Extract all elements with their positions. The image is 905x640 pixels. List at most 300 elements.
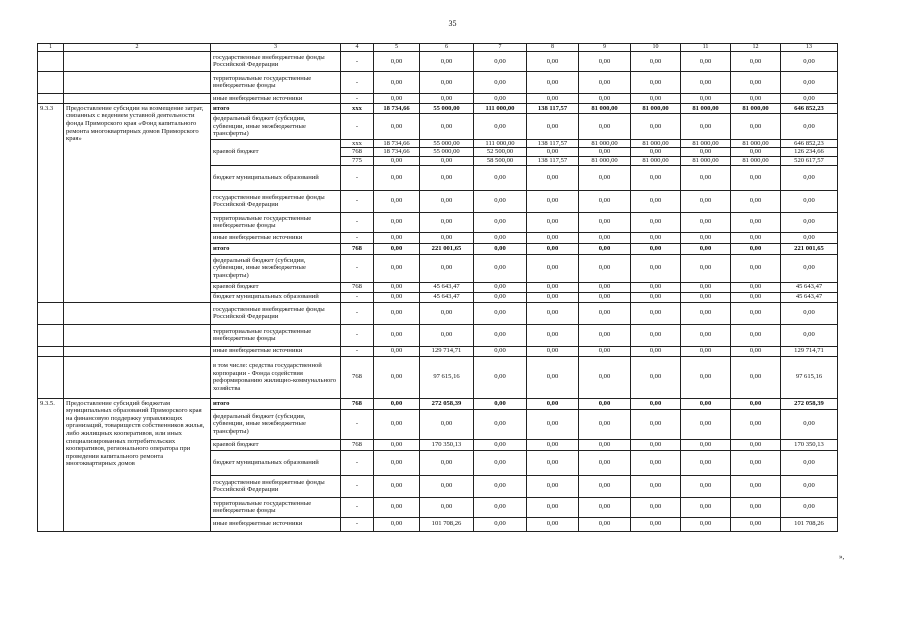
amount-cell: 0,00 [374, 190, 420, 212]
funding-source-cell: территориальные государственные внебюджетные фонды [211, 324, 341, 346]
amount-cell: 646 852,23 [781, 103, 838, 113]
amount-cell: 0,00 [527, 93, 579, 103]
amount-cell: 81 000,00 [681, 157, 731, 166]
amount-cell: 0,00 [681, 148, 731, 157]
amount-cell: 55 000,00 [420, 103, 474, 113]
amount-cell: 0,00 [374, 254, 420, 282]
amount-cell: 81 000,00 [579, 157, 631, 166]
header-cell: 11 [681, 44, 731, 52]
amount-cell: 0,00 [631, 324, 681, 346]
funding-source-cell: итого [211, 398, 341, 409]
amount-cell: 0,00 [631, 93, 681, 103]
amount-cell: 0,00 [474, 93, 527, 103]
amount-cell: 81 000,00 [731, 103, 781, 113]
amount-cell: 138 117,57 [527, 103, 579, 113]
amount-cell: 0,00 [579, 165, 631, 190]
amount-cell: 170 350,13 [420, 439, 474, 450]
amount-cell: 0,00 [374, 439, 420, 450]
amount-cell: 138 117,57 [527, 139, 579, 148]
code-cell: - [341, 71, 374, 93]
amount-cell: 0,00 [420, 232, 474, 243]
amount-cell: 0,00 [474, 212, 527, 232]
amount-cell: 0,00 [420, 212, 474, 232]
code-cell: - [341, 51, 374, 71]
amount-cell: 0,00 [527, 232, 579, 243]
item-number-cell [38, 324, 64, 346]
amount-cell: 0,00 [631, 356, 681, 398]
amount-cell: 0,00 [527, 243, 579, 254]
amount-cell: 0,00 [527, 324, 579, 346]
amount-cell: 0,00 [474, 165, 527, 190]
amount-cell: 0,00 [579, 71, 631, 93]
amount-cell: 0,00 [781, 190, 838, 212]
amount-cell: 0,00 [681, 165, 731, 190]
amount-cell: 111 000,00 [474, 103, 527, 113]
amount-cell: 101 708,26 [420, 517, 474, 531]
amount-cell: 0,00 [527, 450, 579, 475]
amount-cell: 0,00 [631, 346, 681, 356]
amount-cell: 0,00 [579, 517, 631, 531]
amount-cell: 0,00 [579, 113, 631, 139]
funding-source-cell: краевой бюджет [211, 139, 341, 165]
code-cell: - [341, 190, 374, 212]
header-cell: 12 [731, 44, 781, 52]
amount-cell: 0,00 [579, 497, 631, 517]
item-description-cell [64, 346, 211, 356]
amount-cell: 0,00 [681, 356, 731, 398]
amount-cell: 0,00 [631, 302, 681, 324]
header-cell: 4 [341, 44, 374, 52]
header-cell: 3 [211, 44, 341, 52]
amount-cell: 0,00 [631, 113, 681, 139]
amount-cell: 45 643,47 [781, 282, 838, 292]
amount-cell: 0,00 [474, 243, 527, 254]
amount-cell: 111 000,00 [474, 139, 527, 148]
amount-cell: 0,00 [527, 356, 579, 398]
code-cell: 768 [341, 398, 374, 409]
amount-cell: 0,00 [631, 517, 681, 531]
amount-cell: 0,00 [374, 232, 420, 243]
amount-cell: 0,00 [527, 190, 579, 212]
amount-cell: 0,00 [527, 346, 579, 356]
item-number-cell [38, 93, 64, 103]
amount-cell: 0,00 [731, 243, 781, 254]
amount-cell: 0,00 [781, 324, 838, 346]
amount-cell: 0,00 [579, 439, 631, 450]
code-cell: - [341, 292, 374, 302]
amount-cell: 0,00 [474, 302, 527, 324]
item-number-cell [38, 346, 64, 356]
amount-cell: 0,00 [631, 190, 681, 212]
code-cell: 768 [341, 282, 374, 292]
amount-cell: 0,00 [781, 302, 838, 324]
funding-source-cell: иные внебюджетные источники [211, 93, 341, 103]
amount-cell: 520 617,57 [781, 157, 838, 166]
table-row [38, 302, 838, 324]
amount-cell: 0,00 [579, 292, 631, 302]
amount-cell: 0,00 [731, 398, 781, 409]
header-cell: 13 [781, 44, 838, 52]
table-row [38, 398, 838, 409]
amount-cell: 0,00 [579, 232, 631, 243]
amount-cell: 0,00 [731, 356, 781, 398]
item-number-cell [38, 356, 64, 398]
amount-cell: 0,00 [374, 282, 420, 292]
amount-cell: 0,00 [681, 190, 731, 212]
amount-cell: 0,00 [579, 324, 631, 346]
code-cell: 768 [341, 439, 374, 450]
amount-cell: 55 000,00 [420, 139, 474, 148]
amount-cell: 0,00 [781, 113, 838, 139]
amount-cell: 0,00 [731, 113, 781, 139]
amount-cell: 0,00 [527, 517, 579, 531]
funding-source-cell: краевой бюджет [211, 439, 341, 450]
header-cell: 10 [631, 44, 681, 52]
code-cell: ххх [341, 139, 374, 148]
funding-source-cell: территориальные государственные внебюджетные фонды [211, 71, 341, 93]
amount-cell: 0,00 [631, 243, 681, 254]
table-body [38, 44, 838, 532]
funding-source-cell: итого [211, 103, 341, 113]
amount-cell: 0,00 [781, 450, 838, 475]
amount-cell: 0,00 [681, 409, 731, 439]
code-cell: - [341, 302, 374, 324]
amount-cell: 0,00 [474, 113, 527, 139]
amount-cell: 0,00 [781, 409, 838, 439]
amount-cell: 81 000,00 [681, 103, 731, 113]
code-cell: ххх [341, 103, 374, 113]
amount-cell: 0,00 [681, 439, 731, 450]
amount-cell: 0,00 [420, 302, 474, 324]
code-cell: - [341, 409, 374, 439]
item-number-cell: 9.3.3 [38, 103, 64, 302]
amount-cell: 0,00 [631, 398, 681, 409]
amount-cell: 0,00 [474, 356, 527, 398]
code-cell: - [341, 113, 374, 139]
amount-cell: 0,00 [681, 232, 731, 243]
amount-cell: 97 615,16 [420, 356, 474, 398]
amount-cell: 0,00 [420, 450, 474, 475]
amount-cell: 0,00 [420, 409, 474, 439]
amount-cell: 0,00 [420, 254, 474, 282]
amount-cell: 0,00 [527, 254, 579, 282]
amount-cell: 81 000,00 [631, 157, 681, 166]
amount-cell: 0,00 [474, 439, 527, 450]
amount-cell: 0,00 [631, 475, 681, 497]
funding-source-cell: территориальные государственные внебюджетные фонды [211, 497, 341, 517]
amount-cell: 0,00 [579, 93, 631, 103]
amount-cell: 0,00 [731, 439, 781, 450]
amount-cell: 81 000,00 [731, 139, 781, 148]
amount-cell: 0,00 [527, 398, 579, 409]
funding-source-cell: федеральный бюджет (субсидии, субвенции, иные межбюджетные трансферты) [211, 409, 341, 439]
amount-cell: 0,00 [527, 282, 579, 292]
amount-cell: 221 001,65 [781, 243, 838, 254]
amount-cell: 0,00 [579, 190, 631, 212]
amount-cell: 0,00 [374, 450, 420, 475]
amount-cell: 0,00 [681, 302, 731, 324]
amount-cell: 0,00 [731, 165, 781, 190]
amount-cell: 0,00 [420, 113, 474, 139]
amount-cell: 0,00 [579, 148, 631, 157]
amount-cell: 18 734,66 [374, 139, 420, 148]
amount-cell: 0,00 [781, 212, 838, 232]
amount-cell: 0,00 [631, 232, 681, 243]
amount-cell: 0,00 [631, 450, 681, 475]
amount-cell: 0,00 [681, 324, 731, 346]
amount-cell: 0,00 [474, 398, 527, 409]
header-cell: 7 [474, 44, 527, 52]
amount-cell: 0,00 [631, 292, 681, 302]
amount-cell: 0,00 [374, 165, 420, 190]
amount-cell: 0,00 [579, 398, 631, 409]
funding-source-cell: бюджет муниципальных образований [211, 165, 341, 190]
amount-cell: 0,00 [731, 148, 781, 157]
table-row [38, 51, 838, 71]
amount-cell: 0,00 [374, 71, 420, 93]
amount-cell: 0,00 [374, 517, 420, 531]
amount-cell: 0,00 [681, 282, 731, 292]
amount-cell: 0,00 [781, 254, 838, 282]
amount-cell: 0,00 [527, 497, 579, 517]
amount-cell: 0,00 [474, 324, 527, 346]
amount-cell: 0,00 [631, 497, 681, 517]
amount-cell: 126 234,66 [781, 148, 838, 157]
funding-source-cell: бюджет муниципальных образований [211, 450, 341, 475]
amount-cell: 129 714,71 [781, 346, 838, 356]
amount-cell: 0,00 [731, 409, 781, 439]
table-row [38, 356, 838, 398]
table-row [38, 71, 838, 93]
amount-cell: 97 615,16 [781, 356, 838, 398]
amount-cell: 0,00 [474, 475, 527, 497]
amount-cell: 0,00 [474, 409, 527, 439]
header-row [38, 44, 838, 52]
table-row [38, 103, 838, 113]
amount-cell: 0,00 [474, 51, 527, 71]
header-cell: 2 [64, 44, 211, 52]
item-number-cell [38, 302, 64, 324]
amount-cell: 0,00 [527, 148, 579, 157]
amount-cell: 0,00 [527, 113, 579, 139]
amount-cell: 0,00 [527, 439, 579, 450]
amount-cell: 0,00 [681, 71, 731, 93]
amount-cell: 52 500,00 [474, 148, 527, 157]
amount-cell: 0,00 [579, 243, 631, 254]
amount-cell: 45 643,47 [781, 292, 838, 302]
amount-cell: 0,00 [527, 165, 579, 190]
amount-cell: 0,00 [731, 232, 781, 243]
amount-cell: 0,00 [420, 165, 474, 190]
amount-cell: 0,00 [681, 346, 731, 356]
funding-source-cell: в том числе: средства государственной корпорации - Фонда содействия реформированию жилищно-коммунального хозяйства [211, 356, 341, 398]
code-cell: 768 [341, 356, 374, 398]
amount-cell: 0,00 [579, 356, 631, 398]
funding-source-cell: государственные внебюджетные фонды Российской Федерации [211, 190, 341, 212]
amount-cell: 81 000,00 [579, 103, 631, 113]
amount-cell: 0,00 [579, 212, 631, 232]
amount-cell: 81 000,00 [681, 139, 731, 148]
amount-cell: 0,00 [527, 51, 579, 71]
funding-source-cell: краевой бюджет [211, 282, 341, 292]
amount-cell: 0,00 [731, 93, 781, 103]
amount-cell: 221 001,65 [420, 243, 474, 254]
code-cell: - [341, 324, 374, 346]
amount-cell: 18 734,66 [374, 148, 420, 157]
amount-cell: 0,00 [474, 71, 527, 93]
amount-cell: 0,00 [579, 475, 631, 497]
table-row [38, 93, 838, 103]
code-cell: - [341, 212, 374, 232]
amount-cell: 0,00 [474, 346, 527, 356]
amount-cell: 0,00 [474, 292, 527, 302]
item-description-cell [64, 51, 211, 71]
amount-cell: 0,00 [731, 282, 781, 292]
code-cell: 768 [341, 243, 374, 254]
amount-cell: 0,00 [781, 93, 838, 103]
amount-cell: 0,00 [731, 292, 781, 302]
amount-cell: 0,00 [781, 475, 838, 497]
code-cell: 775 [341, 157, 374, 166]
amount-cell: 0,00 [374, 475, 420, 497]
amount-cell: 0,00 [374, 346, 420, 356]
amount-cell: 0,00 [731, 254, 781, 282]
amount-cell: 0,00 [731, 517, 781, 531]
amount-cell: 0,00 [420, 71, 474, 93]
amount-cell: 0,00 [374, 497, 420, 517]
amount-cell: 81 000,00 [731, 157, 781, 166]
funding-source-cell: итого [211, 243, 341, 254]
amount-cell: 45 643,47 [420, 292, 474, 302]
amount-cell: 0,00 [631, 71, 681, 93]
table-row [38, 346, 838, 356]
amount-cell: 0,00 [374, 302, 420, 324]
amount-cell: 0,00 [631, 148, 681, 157]
amount-cell: 81 000,00 [631, 139, 681, 148]
amount-cell: 0,00 [527, 292, 579, 302]
amount-cell: 0,00 [781, 165, 838, 190]
item-description-cell [64, 356, 211, 398]
amount-cell: 0,00 [631, 212, 681, 232]
amount-cell: 0,00 [631, 165, 681, 190]
side-mark: », [839, 553, 845, 561]
amount-cell: 0,00 [374, 93, 420, 103]
amount-cell: 0,00 [374, 51, 420, 71]
amount-cell: 0,00 [420, 51, 474, 71]
header-cell: 8 [527, 44, 579, 52]
amount-cell: 0,00 [420, 190, 474, 212]
amount-cell: 0,00 [420, 324, 474, 346]
funding-source-cell: государственные внебюджетные фонды Российской Федерации [211, 475, 341, 497]
amount-cell: 0,00 [579, 51, 631, 71]
code-cell: - [341, 232, 374, 243]
amount-cell: 0,00 [374, 212, 420, 232]
amount-cell: 0,00 [681, 113, 731, 139]
amount-cell: 0,00 [474, 450, 527, 475]
amount-cell: 138 117,57 [527, 157, 579, 166]
amount-cell: 0,00 [474, 497, 527, 517]
amount-cell: 18 734,66 [374, 103, 420, 113]
amount-cell: 0,00 [731, 190, 781, 212]
amount-cell: 0,00 [631, 51, 681, 71]
amount-cell: 0,00 [579, 302, 631, 324]
amount-cell: 0,00 [420, 497, 474, 517]
amount-cell: 0,00 [374, 243, 420, 254]
amount-cell: 0,00 [527, 302, 579, 324]
funding-source-cell: территориальные государственные внебюджетные фонды [211, 212, 341, 232]
item-description-cell: Предоставление субсидии на возмещение затрат, связанных с ведением уставной деятельности фонда Приморского края «Фонд капитального ремонта многоквартирных домов Приморского края» [64, 103, 211, 302]
amount-cell: 0,00 [474, 254, 527, 282]
code-cell: - [341, 450, 374, 475]
amount-cell: 81 000,00 [631, 103, 681, 113]
amount-cell: 0,00 [579, 409, 631, 439]
funding-source-cell: государственные внебюджетные фонды Российской Федерации [211, 51, 341, 71]
amount-cell: 0,00 [527, 475, 579, 497]
amount-cell: 0,00 [631, 282, 681, 292]
amount-cell: 0,00 [681, 243, 731, 254]
code-cell: - [341, 93, 374, 103]
amount-cell: 0,00 [579, 346, 631, 356]
amount-cell: 0,00 [681, 93, 731, 103]
item-description-cell [64, 93, 211, 103]
amount-cell: 646 852,23 [781, 139, 838, 148]
amount-cell: 0,00 [527, 409, 579, 439]
code-cell: - [341, 346, 374, 356]
amount-cell: 0,00 [731, 475, 781, 497]
amount-cell: 129 714,71 [420, 346, 474, 356]
amount-cell: 0,00 [579, 450, 631, 475]
amount-cell: 0,00 [474, 282, 527, 292]
amount-cell: 0,00 [631, 409, 681, 439]
amount-cell: 0,00 [731, 302, 781, 324]
amount-cell: 272 058,39 [420, 398, 474, 409]
amount-cell: 0,00 [579, 282, 631, 292]
amount-cell: 0,00 [527, 71, 579, 93]
amount-cell: 0,00 [374, 324, 420, 346]
item-number-cell [38, 51, 64, 71]
header-cell: 1 [38, 44, 64, 52]
item-description-cell [64, 71, 211, 93]
amount-cell: 0,00 [474, 517, 527, 531]
amount-cell: 0,00 [527, 212, 579, 232]
amount-cell: 0,00 [731, 450, 781, 475]
amount-cell: 58 500,00 [474, 157, 527, 166]
amount-cell: 0,00 [374, 398, 420, 409]
amount-cell: 0,00 [631, 254, 681, 282]
amount-cell: 0,00 [731, 51, 781, 71]
header-cell: 9 [579, 44, 631, 52]
code-cell: - [341, 254, 374, 282]
funding-source-cell: федеральный бюджет (субсидии, субвенции, иные межбюджетные трансферты) [211, 254, 341, 282]
item-number-cell [38, 71, 64, 93]
code-cell: - [341, 497, 374, 517]
funding-source-cell: государственные внебюджетные фонды Российской Федерации [211, 302, 341, 324]
amount-cell: 101 708,26 [781, 517, 838, 531]
funding-source-cell: иные внебюджетные источники [211, 517, 341, 531]
item-number-cell: 9.3.5. [38, 398, 64, 531]
funding-source-cell: иные внебюджетные источники [211, 346, 341, 356]
code-cell: - [341, 517, 374, 531]
amount-cell: 0,00 [374, 157, 420, 166]
amount-cell: 0,00 [374, 292, 420, 302]
amount-cell: 0,00 [681, 497, 731, 517]
amount-cell: 0,00 [374, 409, 420, 439]
amount-cell: 0,00 [681, 212, 731, 232]
table-row [38, 324, 838, 346]
item-description-cell: Предоставление субсидий бюджетам муниципальных образований Приморского края на финансовую поддержку управляющих организаций, товариществ собственников жилья, либо жилищных кооперативов, или иных специализированных потребительских кооперативов, регионального оператора при проведении капитального ремонта многоквартирных домов [64, 398, 211, 531]
item-description-cell [64, 302, 211, 324]
amount-cell: 0,00 [681, 450, 731, 475]
